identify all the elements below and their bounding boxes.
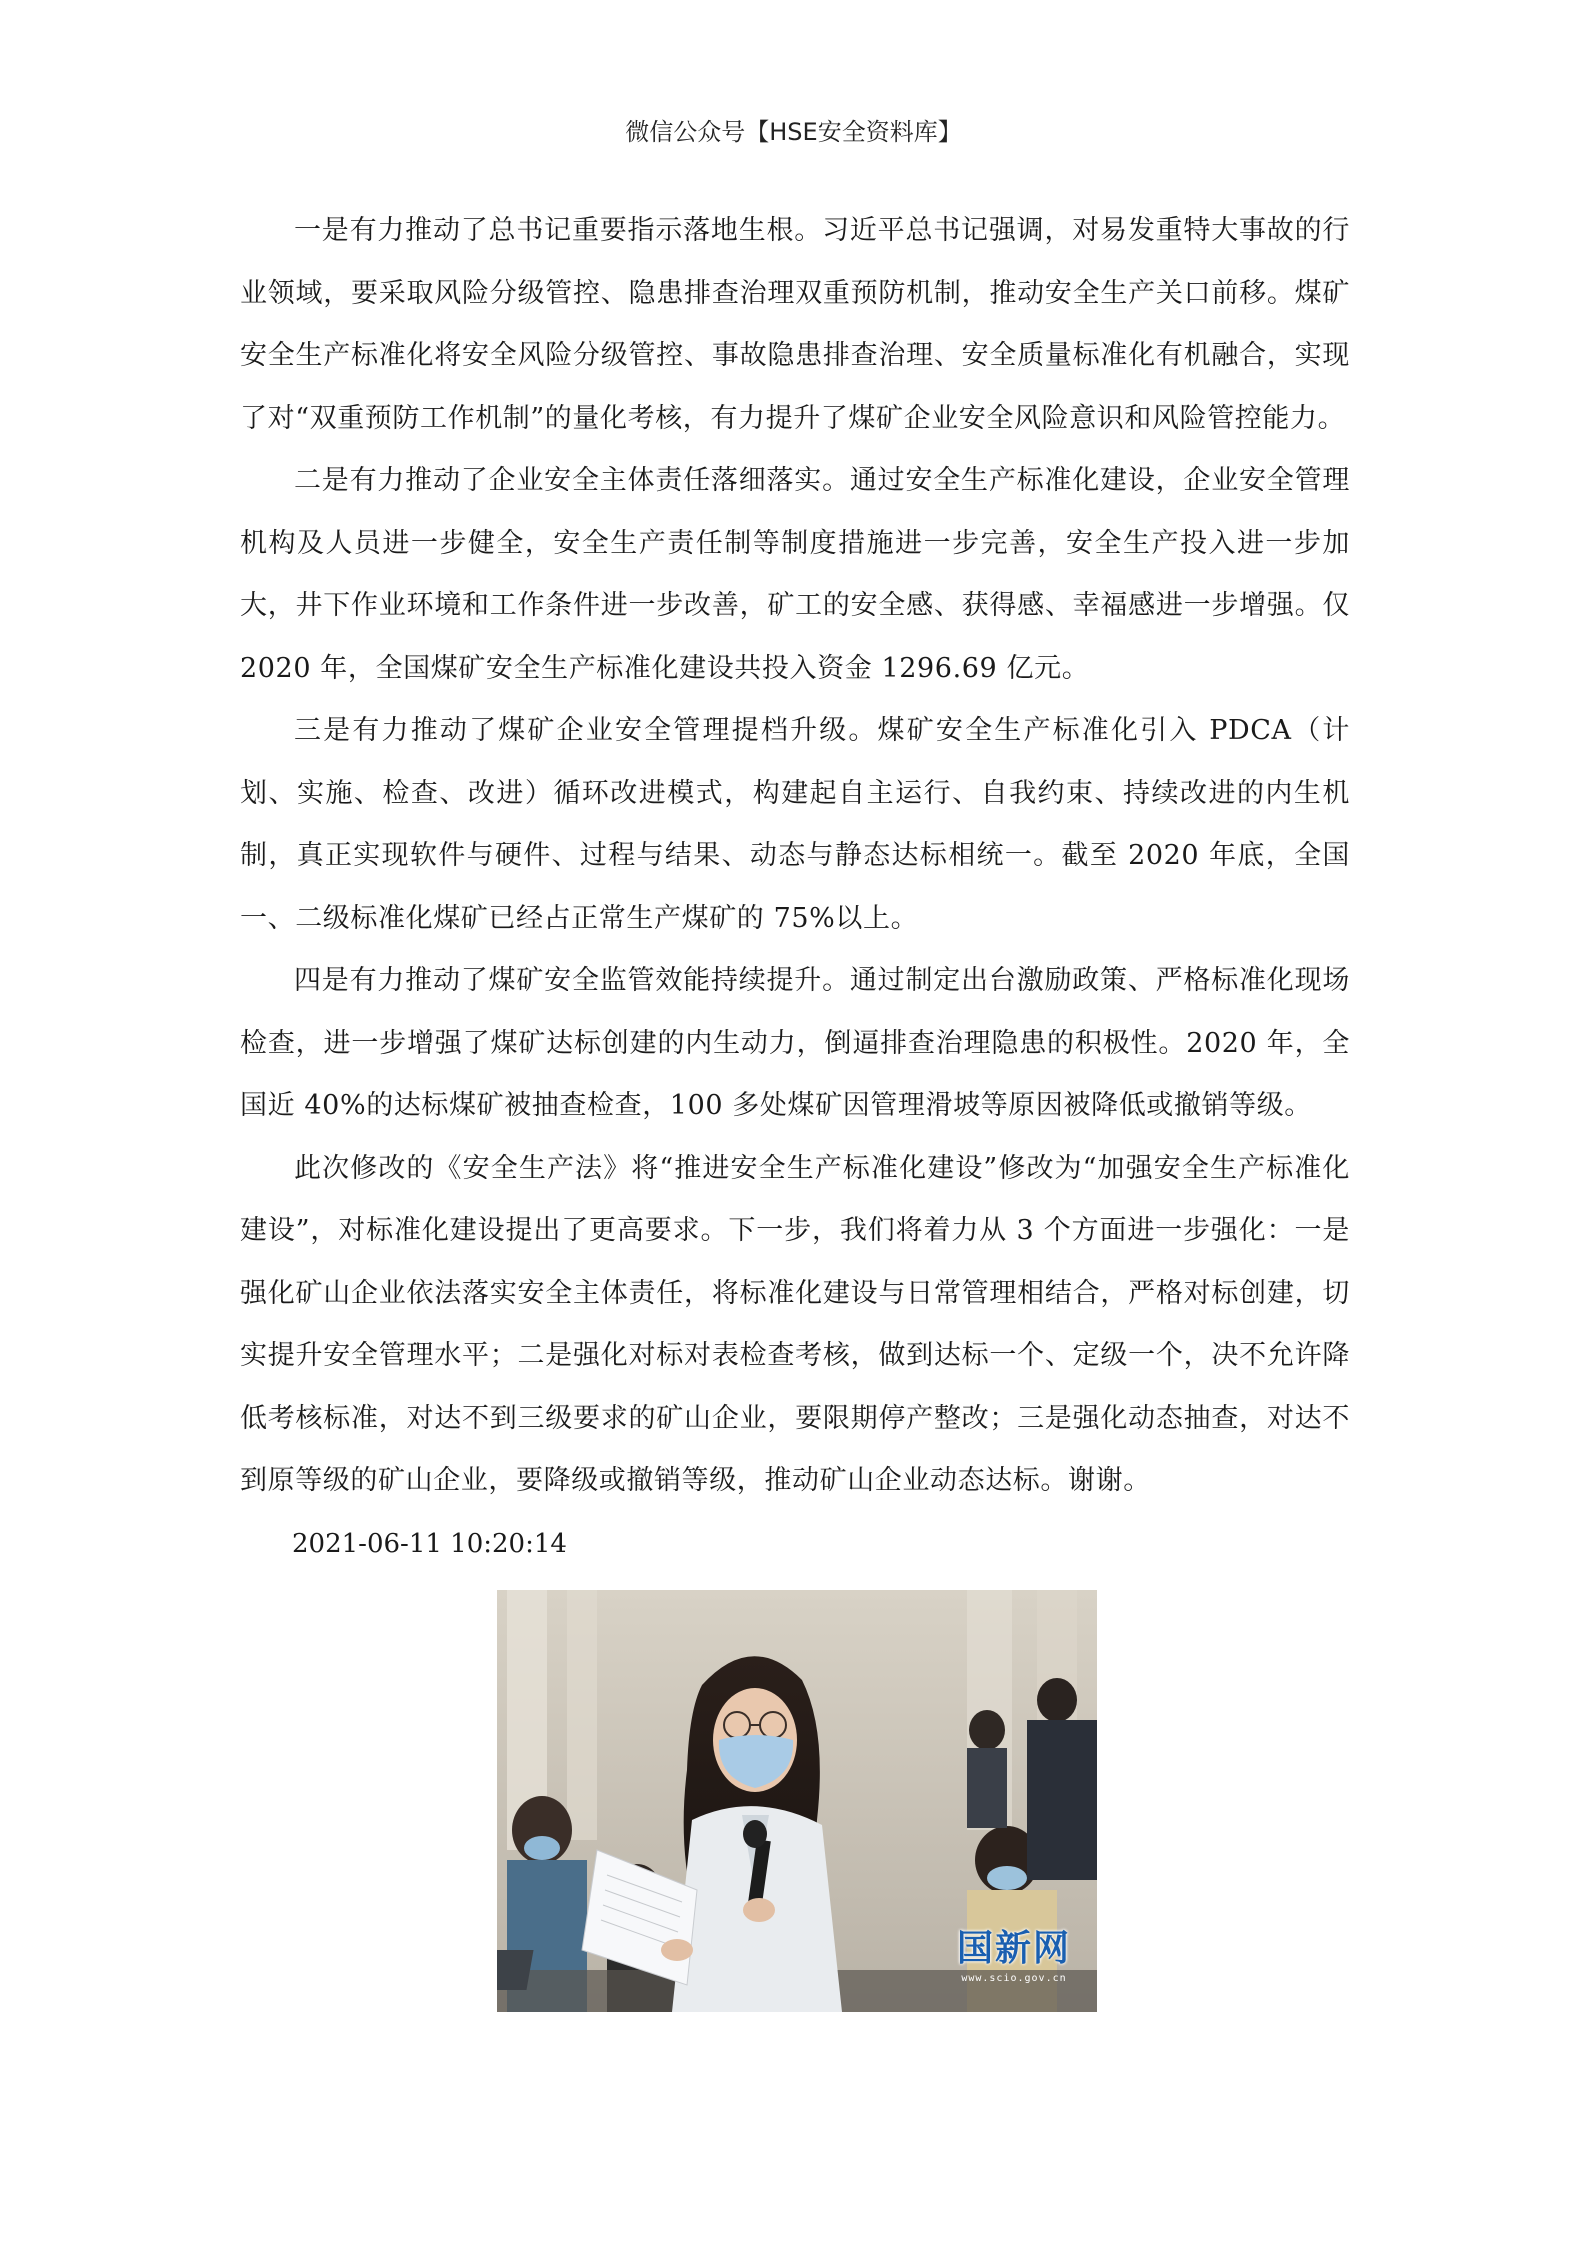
page-header: 微信公众号【HSE安全资料库】 bbox=[625, 118, 962, 146]
timestamp: 2021-06-11 10:20:14 bbox=[292, 1528, 567, 1559]
paragraph-5: 此次修改的《安全生产法》将“推进安全生产标准化建设”修改为“加强安全生产标准化建设”，对标准化建设提出了更高要求。下一步，我们将着力从 3 个方面进一步强化：一是强化矿山企业依法落实安全主体责任，将标准化建设与日常管理相结合，严格对标创建，切实提升安全管理水平；二是强化对标对表检查考核，做到达标一个、定级一个，决不允许降低考核标准，对达不到三级要求的矿山企业，要限期停产整改；三是强化动态抽查，对达不到原等级的矿山企业，要降级或撤销等级，推动矿山企业动态达标。谢谢。 bbox=[240, 1152, 1350, 1496]
paragraph-2: 二是有力推动了企业安全主体责任落细落实。通过安全生产标准化建设，企业安全管理机构及人员进一步健全，安全生产责任制等制度措施进一步完善，安全生产投入进一步加大，井下作业环境和工作条件进一步改善，矿工的安全感、获得感、幸福感进一步增强。仅 2020 年，全国煤矿安全生产标准化建设共投入资金 1296.69 亿元。 bbox=[240, 465, 1350, 684]
paragraph-4: 四是有力推动了煤矿安全监管效能持续提升。通过制定出台激励政策、严格标准化现场检查，进一步增强了煤矿达标创建的内生动力，倒逼排查治理隐患的积极性。2020 年，全国近 40%的达标煤矿被抽查检查，100 多处煤矿因管理滑坡等原因被降低或撤销等级。 bbox=[240, 965, 1350, 1121]
paragraph-3: 三是有力推动了煤矿企业安全管理提档升级。煤矿安全生产标准化引入 PDCA（计划、实施、检查、改进）循环改进模式，构建起自主运行、自我约束、持续改进的内生机制，真正实现软件与硬件、过程与结果、动态与静态达标相统一。截至 2020 年底，全国一、二级标准化煤矿已经占正常生产煤矿的 75%以上。 bbox=[240, 715, 1350, 934]
watermark bbox=[957, 1920, 1071, 1984]
press-conference-photo bbox=[497, 1590, 1097, 2012]
paragraph-1: 一是有力推动了总书记重要指示落地生根。习近平总书记强调，对易发重特大事故的行业领域，要采取风险分级管控、隐患排查治理双重预防机制，推动安全生产关口前移。煤矿安全生产标准化将安全风险分级管控、事故隐患排查治理、安全质量标准化有机融合，实现了对“双重预防工作机制”的量化考核，有力提升了煤矿企业安全风险意识和风险管控能力。 bbox=[240, 215, 1350, 434]
article-body bbox=[240, 200, 1350, 1575]
watermark-logo-text: 国新网 bbox=[956, 1928, 1071, 1969]
watermark-url: www.scio.gov.cn bbox=[961, 1973, 1067, 1984]
